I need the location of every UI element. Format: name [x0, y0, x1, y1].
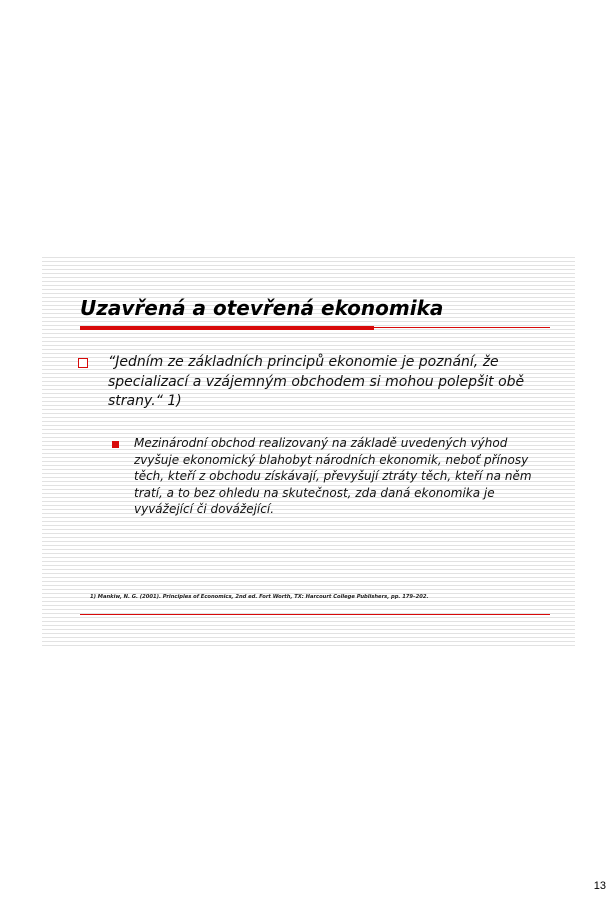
- sub-point-text: Mezinárodní obchod realizovaný na základě uvedených výhod zvyšuje ekonomický blahobyt národních ekonomik, neboť přínosy těch, kteří z obchodu získávají, převyšují ztráty těch, kteří na něm tratí, a to bez ohledu na skutečnost, zda daná ekonomika je vyvážející či dovážející.: [134, 436, 532, 516]
- title-underline-accent: [80, 326, 374, 330]
- slide: [42, 254, 575, 646]
- quote-text: “Jedním ze základních principů ekonomie je poznání, že specializací a vzájemným obchodem si mohou polepšit obě strany.“ 1): [108, 354, 525, 409]
- page-number: 13: [593, 880, 606, 892]
- hollow-square-bullet-icon: [78, 358, 88, 368]
- slide-title: Uzavřená a otevřená ekonomika: [80, 296, 444, 320]
- footnote: 1) Mankiw, N. G. (2001). Principles of Economics, 2nd ed. Fort Worth, TX: Harcourt College Publishers, pp. 179–202.: [90, 594, 429, 600]
- bottom-rule: [80, 614, 550, 615]
- filled-square-bullet-icon: [112, 441, 119, 448]
